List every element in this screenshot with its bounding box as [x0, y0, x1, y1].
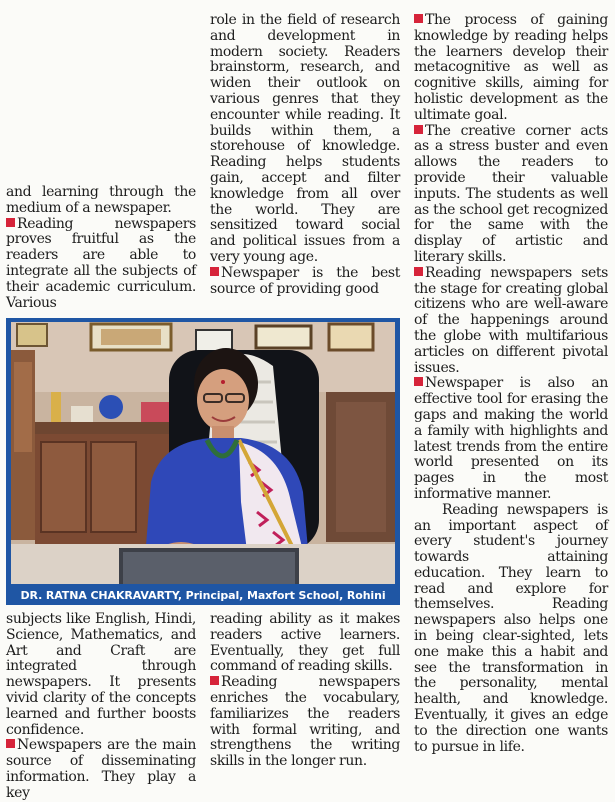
bullet-icon	[6, 218, 15, 227]
bullet-icon	[6, 739, 15, 748]
bullet-icon	[414, 125, 423, 134]
paragraph: Reading newspapers enriches the vocabulary, familiarizes the readers with formal writing, and strengthens the writing skills in the longer run.	[210, 674, 400, 770]
photo-frame	[6, 318, 400, 605]
bullet-icon	[414, 377, 423, 386]
bullet-icon	[414, 267, 423, 276]
photo-caption: DR. RATNA CHAKRAVARTY, Principal, Maxfort School, Rohini	[20, 589, 386, 602]
paragraph: Newspapers are the main source of disseminating information. They play a key	[6, 737, 196, 801]
paragraph: Newspaper is the best source of providing good	[210, 264, 400, 297]
paragraph: Reading newspapers sets the stage for creating global citizens who are well-aware of the happenings around the globe with multifarious articles on different pivotal issues.	[414, 264, 608, 376]
paragraph: role in the field of research and development in modern society. Readers brainstorm, research, and widen their outlook on various genres that they encounter while reading. It builds within them, a storehouse of knowledge. Reading helps students gain, accept and filter knowledge from all over the world. They are sensitized toward social and political issues from a very young age.	[210, 12, 400, 265]
article-column-1-top	[6, 185, 196, 311]
article-column-1-bottom	[6, 612, 196, 802]
bullet-icon	[414, 14, 423, 23]
paragraph: The process of gaining knowledge by reading helps the learners develop their metacognitive as well as cognitive skills, aiming for holistic development as the ultimate goal.	[414, 12, 608, 123]
bullet-icon	[210, 267, 219, 276]
paragraph: subjects like English, Hindi, Science, Mathematics, and Art and Craft are integrated through newspapers. It presents vivid clarity of the concepts learned and further boosts confidence.	[6, 611, 196, 738]
article-column-2-top	[210, 13, 400, 297]
paragraph: reading ability as it makes readers active learners. Eventually, they get full command of reading skills.	[210, 611, 400, 675]
paragraph: and learning through the medium of a newspaper.	[6, 184, 196, 216]
paragraph: Reading newspapers proves fruitful as the readers are able to integrate all the subjects of their academic curriculum. Various	[6, 215, 196, 311]
paragraph: Reading newspapers is an important aspect of every student's journey towards attaining education. They learn to read and explore for themselves. Reading newspapers also helps one in being clear-sighted, lets one make this a habit and see the transformation in the personality, mental health, and knowledge. Eventually, it gives an edge to the direction one wants to pursue in life.	[414, 501, 608, 755]
paragraph: The creative corner acts as a stress buster and even allows the readers to provide their valuable inputs. The students as well as the school get recognized for the same with the display of artistic and literary skills.	[414, 122, 608, 265]
article-column-2-bottom	[210, 612, 400, 770]
article-column-3	[414, 13, 608, 755]
paragraph: Newspaper is also an effective tool for erasing the gaps and making the world a family with highlights and latest trends from the entire world presented on its pages in the most informative manner.	[414, 375, 608, 502]
principal-photo	[11, 322, 395, 584]
bullet-icon	[210, 676, 219, 685]
